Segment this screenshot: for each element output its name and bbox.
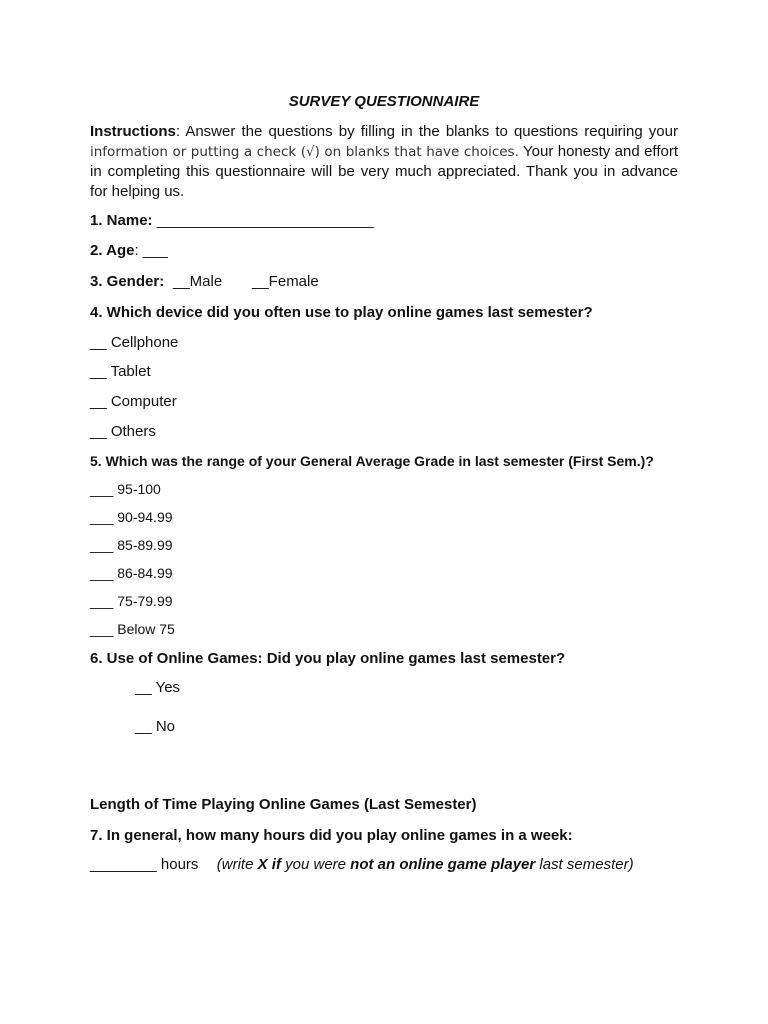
question-online-games: 6. Use of Online Games: Did you play online games last semester? [90, 650, 566, 667]
instructions-sep: : [175, 123, 186, 140]
question-name[interactable] [90, 211, 374, 230]
section-heading: Length of Time Playing Online Games (Last Semester) [90, 796, 477, 813]
instructions-label: Instructions [90, 123, 176, 140]
question-age[interactable] [90, 241, 168, 260]
page-title: SURVEY QUESTIONNAIRE [288, 93, 480, 110]
hours-answer-line [90, 855, 634, 874]
question-label: 1. Name: [90, 212, 153, 229]
online-games-option-no[interactable]: __ No [135, 718, 176, 735]
grade-option[interactable]: ___ 75-79.99 [90, 593, 173, 609]
question-label: 3. Gender: [90, 273, 165, 290]
age-blank[interactable]: : ___ [134, 242, 168, 259]
instructions-paragraph [90, 122, 678, 201]
instructions-text-3: Your honesty and effort in completing this questionnaire will be very much appreciated. Thank you in advance for helping us. [90, 142, 679, 200]
question-hours: 7. In general, how many hours did you play online games in a week: [90, 827, 573, 844]
device-option-tablet[interactable]: __ Tablet [90, 363, 151, 380]
name-blank[interactable]: __________________________ [152, 212, 374, 229]
grade-option[interactable]: ___ 86-84.99 [90, 565, 173, 581]
online-games-option-yes[interactable]: __ Yes [135, 679, 181, 696]
instructions-text-1: Answer the questions by filling in the blanks to questions requiring your [185, 123, 678, 140]
question-gender [90, 272, 164, 291]
device-option-others[interactable]: __ Others [90, 423, 156, 440]
question-label: 2. Age [90, 242, 135, 259]
grade-option[interactable]: ___ Below 75 [90, 621, 175, 637]
grade-option[interactable]: ___ 90-94.99 [90, 509, 173, 525]
grade-option[interactable]: ___ 85-89.99 [90, 537, 173, 553]
gender-option-female[interactable]: __Female [252, 273, 319, 290]
question-grade: 5. Which was the range of your General Average Grade in last semester (First Sem.)? [90, 453, 654, 469]
question-device: 4. Which device did you often use to play online games last semester? [90, 304, 593, 321]
device-option-cellphone[interactable]: __ Cellphone [90, 334, 179, 351]
gender-option-male[interactable]: __Male [173, 273, 223, 290]
instructions-text-2: information or putting a check (√) on blanks that have choices. [90, 143, 519, 160]
hours-note: (write X if you were not an online game player last semester) [216, 856, 634, 873]
device-option-computer[interactable]: __ Computer [90, 393, 177, 410]
hours-blank[interactable]: ________ hours [90, 856, 199, 873]
grade-option[interactable]: ___ 95-100 [90, 481, 161, 497]
